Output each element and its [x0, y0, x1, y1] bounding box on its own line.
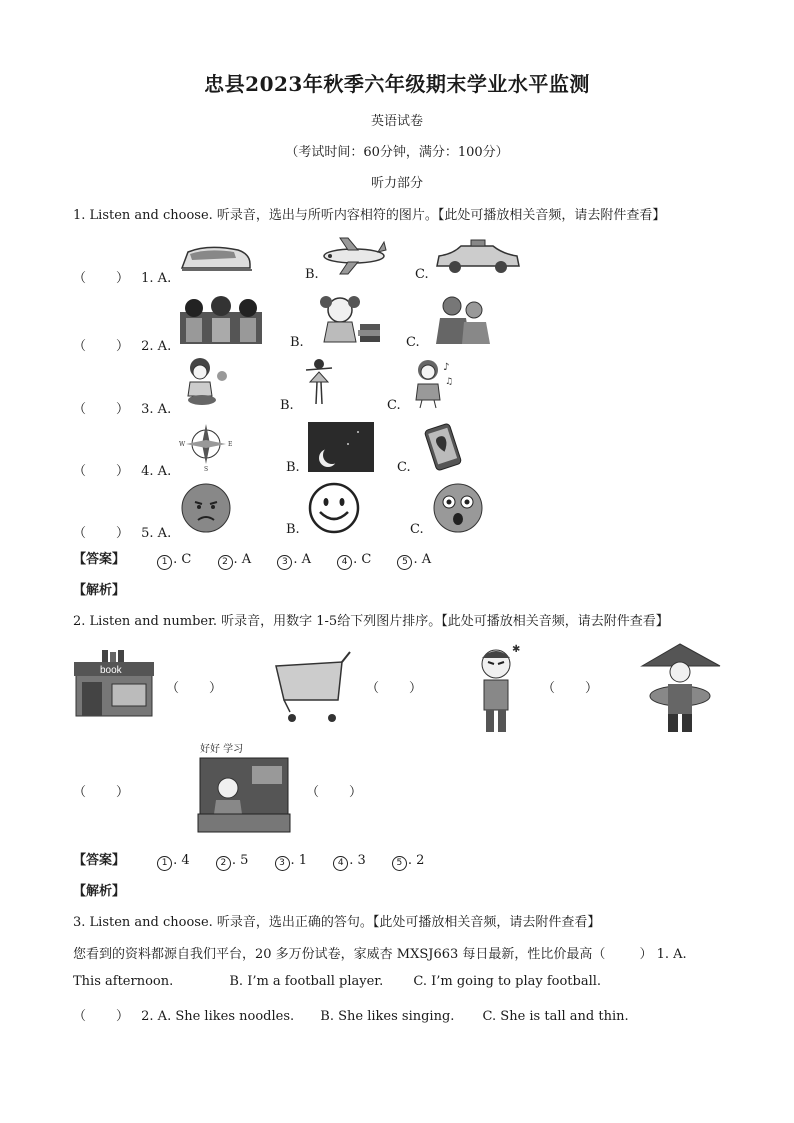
q1-answer-2: 2 . A [218, 552, 252, 570]
q1-row-1-b: B. [305, 267, 319, 282]
answer-label: 【答案】 [73, 552, 126, 567]
svg-text:E: E [228, 441, 233, 448]
svg-text:♫: ♫ [445, 377, 454, 387]
girl-reading-icon [314, 292, 384, 348]
section-heading: 听力部分 [370, 176, 423, 191]
q3-instruction: 3. Listen and choose. 听录音，选出正确的答句。【此处可播放相关音频，请去附件查看】 [73, 915, 601, 930]
surprised-face-icon [432, 482, 484, 534]
night-moon-icon [308, 422, 374, 472]
q2-answer-2: 2 . 5 [216, 853, 249, 871]
q1-answer-1: 1 . C [157, 552, 191, 570]
q2-paren-3: （ ） [542, 681, 598, 696]
compass-icon [178, 420, 234, 472]
svg-text:好好 学习: 好好 学习 [200, 744, 244, 755]
phone-map-icon [420, 422, 466, 472]
q2-paren-1: （ ） [166, 681, 222, 696]
q1-row-2-b: B. [290, 335, 304, 350]
q1-answer-line [73, 548, 453, 570]
q3-line-3: （ ） 2. A. She likes noodles. B. She likes singing. C. She is tall and thin. [73, 1009, 629, 1024]
svg-text:book: book [100, 665, 122, 676]
q2-answer-1: 1 . 4 [157, 853, 190, 871]
girl-cooking-icon [180, 356, 230, 410]
q2-instruction: 2. Listen and number. 听录音，用数字 1-5给下列图片排序。【此处可播放相关音频，请去附件查看】 [73, 614, 669, 629]
q1-row-3-b: B. [280, 398, 294, 413]
family-icon [178, 294, 264, 346]
classroom-board-icon [196, 740, 292, 836]
q2-answer-line [73, 849, 446, 871]
q2-answer-3: 3 . 1 [275, 853, 308, 871]
shopping-cart-icon [272, 648, 352, 724]
girl-singing-icon [408, 356, 452, 408]
smiley-face-icon [308, 482, 360, 534]
q1-row-3: （ ） 3. A. [73, 402, 172, 417]
exam-info: （考试时间：60分钟，满分：100分） [285, 145, 509, 160]
paper-subtitle: 英语试卷 [370, 114, 423, 129]
q1-row-3-c: C. [387, 398, 401, 413]
answer-label: 【答案】 [73, 853, 126, 868]
q2-paren-5: （ ） [306, 785, 362, 800]
q1-analysis-label: 【解析】 [73, 583, 126, 598]
q1-answer-4: 4 . C [337, 552, 371, 570]
svg-text:W: W [179, 441, 186, 448]
q1-row-5-b: B. [286, 522, 300, 537]
svg-text:♪: ♪ [443, 362, 450, 373]
ballet-dancer-icon [302, 356, 336, 410]
people-group-icon [430, 294, 494, 346]
q2-analysis-label: 【解析】 [73, 884, 126, 899]
q1-answer-3: 3 . A [277, 552, 311, 570]
q1-row-4-c: C. [397, 460, 411, 475]
bookstore-icon [72, 648, 156, 718]
airplane-icon [318, 236, 388, 276]
q2-answer-5: 5 . 2 [392, 853, 425, 871]
q1-instruction: 1. Listen and choose. 听录音，选出与所听内容相符的图片。【此处可播放相关音频，请去附件查看】 [73, 208, 666, 223]
page-title: 忠县2023年秋季六年级期末学业水平监测 [204, 72, 590, 96]
q1-row-1: （ ） 1. A. [73, 271, 172, 286]
svg-text:S: S [204, 466, 209, 473]
q3-line-2: This afternoon. B. I’m a football player. C. I’m going to play football. [73, 974, 602, 989]
angry-boy-icon [468, 638, 526, 734]
q1-row-5-c: C. [410, 522, 424, 537]
fisherman-icon [640, 640, 722, 734]
q2-answer-4: 4 . 3 [333, 853, 366, 871]
q2-paren-4: （ ） [73, 785, 129, 800]
q2-paren-2: （ ） [366, 681, 422, 696]
sad-face-icon [180, 482, 232, 534]
q1-row-1-c: C. [415, 267, 429, 282]
svg-text:✱: ✱ [512, 644, 521, 655]
q1-row-4-b: B. [286, 460, 300, 475]
q1-row-5: （ ） 5. A. [73, 526, 172, 541]
q3-line-1: 您看到的资料都源自我们平台，20 多万份试卷，家威杏 MXSJ663 每日最新，性比价最高（ ） 1. A. [73, 947, 687, 962]
q1-row-2: （ ） 2. A. [73, 339, 172, 354]
q1-row-2-c: C. [406, 335, 420, 350]
q1-answer-5: 5 . A [397, 552, 431, 570]
q1-row-4: （ ） 4. A. [73, 464, 172, 479]
train-icon [178, 238, 254, 276]
taxi-icon [433, 238, 523, 276]
